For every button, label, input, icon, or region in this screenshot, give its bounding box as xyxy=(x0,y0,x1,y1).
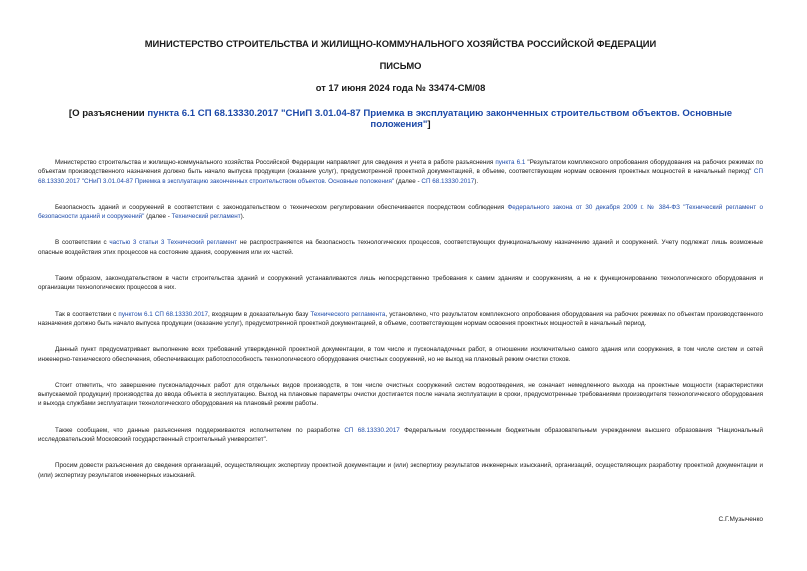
paragraph-text: ). xyxy=(474,177,479,185)
paragraph-7 xyxy=(38,381,763,409)
paragraph-text: Также сообщаем, что данные разъяснения поддерживаются исполнителем по разработке xyxy=(55,426,345,434)
tech-regulation-link[interactable]: Технический регламент xyxy=(171,213,241,221)
document-type: ПИСЬМО xyxy=(379,60,422,71)
paragraph-2 xyxy=(38,203,763,222)
paragraph-text: В соответствии с xyxy=(55,239,110,247)
paragraph-text: , установлено, что результатом комплексного опробования оборудования на рабочих режимах по объектам производственного назначения должно быть начало выпуска продукции (оказание услуг), предусмотренной проектной документацией, в объеме, соответствующем нормам освоения проектных мощностей в начальный период. xyxy=(38,310,763,327)
sp-short-link[interactable]: СП 68.13330.2017 xyxy=(344,426,400,434)
tech-regulation-link[interactable]: Технического регламента xyxy=(310,310,386,318)
letter-body xyxy=(38,158,763,480)
paragraph-4 xyxy=(38,274,763,293)
paragraph-text: Министерство строительства и жилищно-коммунального хозяйства Российской Федерации направляет для сведения и учета в работе разъяснения xyxy=(55,159,496,166)
paragraph-9 xyxy=(38,461,763,480)
paragraph-text: Так в соответствии с xyxy=(55,310,119,318)
document-date-number: от 17 июня 2024 года № 33474-СМ/08 xyxy=(315,82,486,93)
paragraph-text: не распространяется на безопасность технологических процессов, соответствующих функциональному назначению зданий и сооружений. Учету подлежат лишь возможные опасные воздействия этих процессов на состояние здания, сооружения или их частей. xyxy=(38,239,763,256)
paragraph-text: , входящим в доказательную базу xyxy=(208,310,311,318)
ministry-title: МИНИСТЕРСТВО СТРОИТЕЛЬСТВА И ЖИЛИЩНО-КОММУНАЛЬНОГО ХОЗЯЙСТВА РОССИЙСКОЙ ФЕДЕРАЦИИ xyxy=(144,38,657,49)
federal-law-link[interactable]: Федерального закона от 30 декабря 2009 г. № 384-ФЗ "Технический регламент о безопасности зданий и сооружений" xyxy=(38,203,763,221)
paragraph-5 xyxy=(38,310,763,329)
paragraph-text: "Результатом комплексного опробования оборудования на рабочих режимах по объектам производственного назначения должно быть начало выпуска продукции (оказание услуг), предусмотренной проектной документацией, в объеме, соответствующем нормам освоения проектных мощностей в начальный период" xyxy=(38,159,763,176)
paragraph-8 xyxy=(38,426,763,445)
point-6-1-sp-link[interactable]: пунктом 6.1 СП 68.13330.2017 xyxy=(118,310,208,318)
subject-link[interactable]: пункта 6.1 СП 68.13330.2017 "СНиП 3.01.04-87 Приемка в эксплуатацию законченных строительством объектов. Основные положения" xyxy=(147,108,733,130)
paragraph-text: Безопасность зданий и сооружений в соответствии с законодательством о техническом регулировании обеспечивается посредством соблюдения xyxy=(55,203,508,211)
paragraph-3 xyxy=(38,238,763,257)
paragraph-6 xyxy=(38,345,763,364)
signature: С.Г.Музыченко xyxy=(718,515,763,523)
paragraph-text: (далее - xyxy=(394,177,422,185)
sp-full-title-link[interactable]: СП 68.13330.2017 "СНиП 3.01.04-87 Приемка в эксплуатацию законченных строительством объектов. Основные положения" xyxy=(38,168,763,185)
paragraph-text: Федеральным государственным бюджетным образовательным учреждением высшего образования "Национальный исследовательский Московский государственный строительный университет". xyxy=(38,426,763,444)
article-3-link[interactable]: частью 3 статьи 3 Технический регламент xyxy=(109,239,238,247)
paragraph-1 xyxy=(38,158,763,186)
subject-prefix: [О разъяснении xyxy=(68,108,148,119)
subject-suffix: ] xyxy=(427,119,431,130)
document-subject xyxy=(38,108,763,130)
paragraph-text: Данный пункт предусматривает выполнение всех требований утвержденной проектной документации, в том числе и пусконаладочных работ, в отношении исключительно самого здания или сооружения, в том числе систем и сетей инженерно-технического обеспечения, обеспечивающих работоспособность технологического оборудования очистных сооружений, но не выход на плановый режим очистки стоков. xyxy=(38,346,763,363)
paragraph-text: Просим довести разъяснения до сведения организаций, осуществляющих экспертизу проектной документации и (или) экспертизу результатов инженерных изысканий, организаций, осуществляющих разработку проектной документации и (или) экспертизу результатов инженерных изысканий. xyxy=(38,462,763,479)
paragraph-text: ). xyxy=(240,213,245,221)
point-6-1-link[interactable]: пункта 6.1 xyxy=(495,159,526,166)
paragraph-text: Таким образом, законодательством в части строительства зданий и сооружений устанавливаются лишь непосредственно требования к самим зданиям и сооружениям, а не к функционированию технологического оборудования и организации технологических процессов в них. xyxy=(38,275,763,292)
paragraph-text: Стоит отметить, что завершение пусконаладочных работ для отдельных видов производств, в том числе очистных сооружений систем водоотведения, не означает немедленного выхода на проектные мощности (характеристики выпускаемой продукции) производства до ввода объекта в эксплуатацию. Выход на плановые параметры очистки достигается после начала эксплуатации в сроки, предусмотренные требованиями производителя технологического оборудования и выхода службами эксплуатации технологического оборудования на плановый режим работы. xyxy=(38,381,763,408)
sp-short-link[interactable]: СП 68.13330.2017 xyxy=(421,177,475,185)
paragraph-text: (далее - xyxy=(144,213,172,221)
